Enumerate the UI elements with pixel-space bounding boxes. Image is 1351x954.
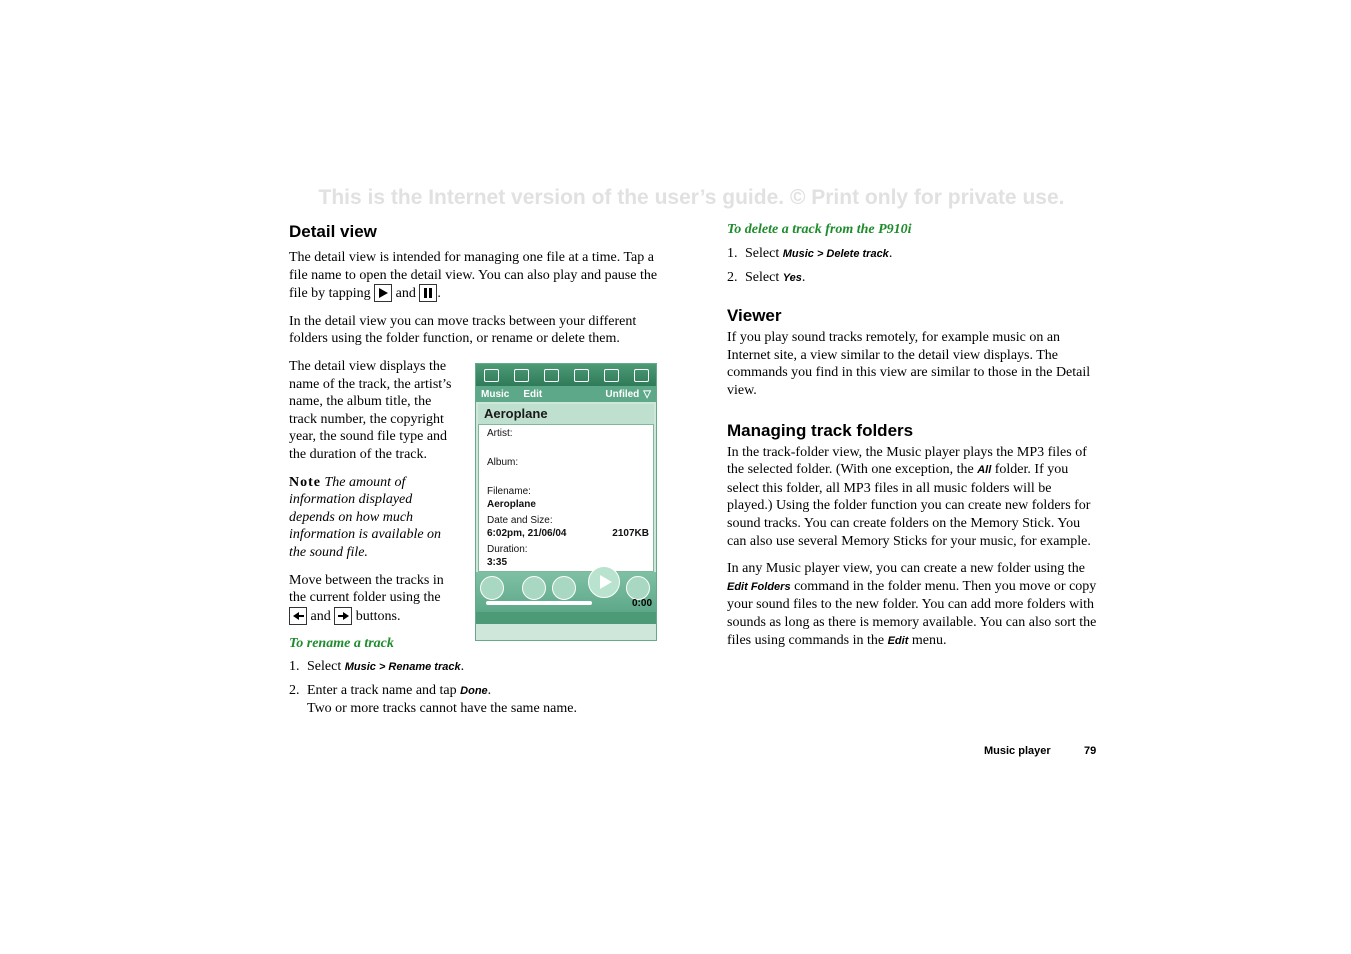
step-continuation: Two or more tracks cannot have the same name.: [307, 701, 577, 717]
artist-label: Artist:: [487, 428, 513, 439]
play-icon: [374, 284, 392, 302]
folders-text: folder. If you select this folder, all MP3 files in all music folders will be played.) Using the folder function you can create new folders for sound tracks. You can create folders on the Memory Stick. You can also use several Memory Sticks for your music, for example.: [727, 462, 1091, 549]
watermark: This is the Internet version of the user’s guide. © Print only for private use.: [318, 186, 1065, 209]
command: All: [977, 464, 992, 477]
viewer-heading: Viewer: [727, 306, 782, 326]
command: Done: [460, 684, 488, 697]
folders-text: In any Music player view, you can create a new folder using the: [727, 561, 1085, 577]
period: .: [487, 682, 492, 698]
navigate-paragraph: [289, 572, 459, 626]
command: Yes: [782, 271, 802, 284]
delete-procedure-title: To delete a track from the P910i: [727, 222, 912, 237]
filename-value: Aeroplane: [487, 499, 536, 510]
menu-edit: Edit: [523, 388, 543, 400]
folders-paragraph-1: [727, 444, 1099, 551]
rename-procedure-title: To rename a track: [289, 636, 394, 652]
command: Edit Folders: [727, 580, 791, 593]
calendar-icon: [574, 369, 589, 382]
rename-step-1: [289, 658, 659, 677]
and-text: and: [395, 286, 416, 302]
phone-icon: [544, 369, 559, 382]
play-button: [588, 566, 620, 598]
folders-text: menu.: [911, 632, 947, 648]
folders-text: command in the folder menu. Then you move or copy your sound files to the new folder. You can add more folders with sounds as long as there is memory available. You can also sort the files using commands in the: [727, 578, 1097, 648]
note-label: Note: [289, 474, 321, 490]
folders-heading: Managing track folders: [727, 420, 914, 440]
detail-view-heading: Detail view: [289, 222, 377, 241]
step-text: Select: [745, 269, 780, 285]
intro-text: The detail view is intended for managing one file at a time. Tap a file name to open the detail view. You can also play and pause the file by tapping: [289, 250, 658, 302]
app-launcher-bar: [476, 364, 656, 386]
next-button: [552, 576, 576, 600]
command: Music > Delete track: [782, 248, 889, 260]
step-text: Select: [745, 246, 780, 261]
menu-music: Music: [481, 388, 510, 400]
status-bar: [476, 612, 656, 624]
page-number: 79: [1084, 745, 1097, 757]
player-controls: [476, 572, 656, 612]
note-text: The amount of information displayed depends on how much information is available on the sound file.: [289, 474, 442, 560]
buttons-text: buttons.: [355, 608, 401, 624]
navigate-text: Move between the tracks in the current folder using the: [289, 572, 444, 606]
move-tracks-paragraph: In the detail view you can move tracks between your different folders using the folder function, or rename or delete them.: [289, 313, 637, 347]
track-details: [478, 424, 654, 572]
stop-button: [480, 576, 504, 600]
step-text: Enter a track name and tap: [307, 682, 457, 698]
period: .: [460, 659, 465, 675]
note: [289, 474, 459, 562]
date-value: 6:02pm, 21/06/04: [487, 528, 567, 539]
date-size-row: [487, 527, 653, 540]
mail-icon: [484, 369, 499, 382]
album-label: Album:: [487, 457, 519, 468]
period: .: [437, 286, 441, 302]
command: Music > Rename track: [344, 661, 461, 674]
duration-label: Duration:: [487, 544, 528, 555]
next-track-icon: [334, 607, 352, 625]
folder-selector: Unfiled: [605, 388, 640, 400]
duration-value: 3:35: [487, 557, 508, 568]
pause-icon: [419, 284, 437, 302]
folders-text: In the track-folder view, the Music player plays the MP3 files of the selected folder. (With one exception, the: [727, 444, 1087, 478]
step-number: 2.: [727, 269, 738, 285]
contacts-icon: [514, 369, 529, 382]
step-number: 1.: [727, 246, 738, 261]
step-text: Select: [307, 659, 342, 675]
detail-view-intro: [289, 249, 659, 303]
right-column: [727, 221, 1099, 660]
chevron-down-icon: ▽: [643, 388, 651, 400]
and-text: and: [310, 608, 331, 624]
date-label: Date and Size:: [487, 515, 553, 526]
display-paragraph: The detail view displays the name of the track, the artist’s name, the album title, the track number, the copyright year, the sound file type and the duration of the track.: [289, 358, 452, 462]
delete-step-1: [727, 245, 1099, 264]
step-number: 2.: [289, 682, 300, 698]
size-value: 2107KB: [612, 528, 649, 539]
footer-section: Music player: [984, 745, 1051, 757]
delete-step-2: [727, 269, 1099, 288]
track-title: Aeroplane: [478, 404, 654, 424]
viewer-paragraph: If you play sound tracks remotely, for example music on an Internet site, a view similar to the detail view displays. The commands you find in this view are similar to those in the Detail view.: [727, 330, 1091, 398]
filename-label: Filename:: [487, 486, 531, 497]
device-menu-bar: [476, 386, 656, 402]
rename-step-2: [289, 682, 659, 718]
period: .: [801, 269, 806, 285]
progress-bar: [486, 601, 592, 605]
folders-paragraph-2: [727, 560, 1099, 650]
previous-track-icon: [289, 607, 307, 625]
elapsed-time: 0:00: [631, 598, 652, 609]
period: .: [888, 246, 893, 261]
previous-button: [522, 576, 546, 600]
multimedia-icon: [604, 369, 619, 382]
back-button: [626, 576, 650, 600]
device-screenshot: [475, 363, 657, 641]
step-number: 1.: [289, 659, 300, 675]
command: Edit: [887, 634, 909, 647]
apps-grid-icon: [634, 369, 649, 382]
